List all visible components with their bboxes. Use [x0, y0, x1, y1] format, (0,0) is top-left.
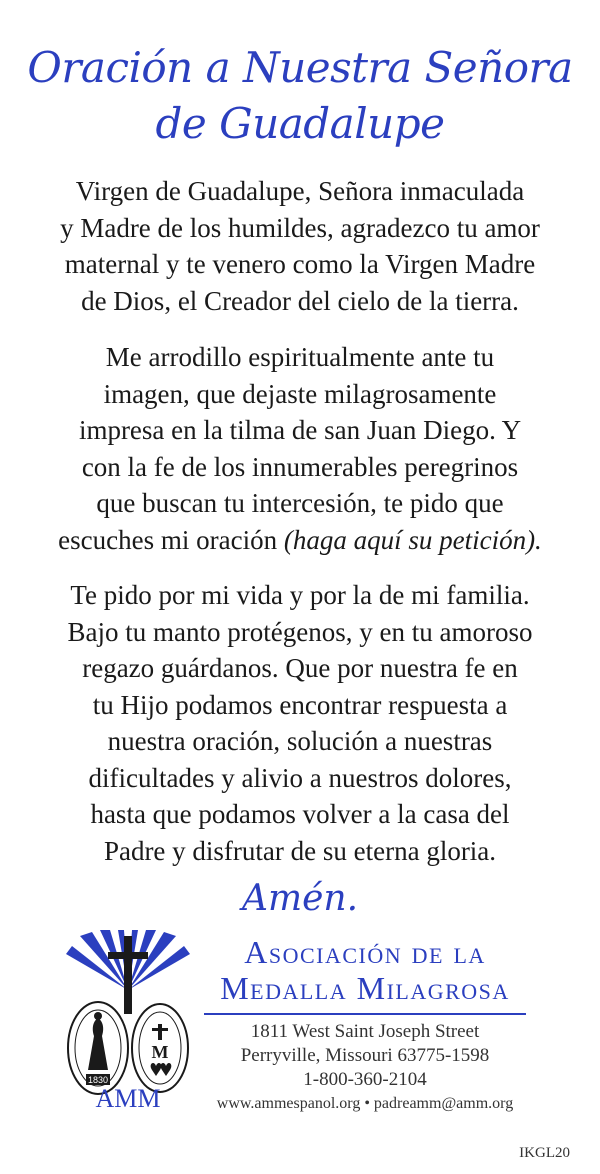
prayer-line: Padre y disfrutar de su eterna gloria.	[103, 835, 497, 866]
medal-monogram: M	[151, 1042, 169, 1062]
miraculous-medal-front-icon	[68, 1002, 128, 1094]
prayer-line: de Dios, el Creador del cielo de la tierra.	[81, 285, 519, 316]
prayer-line: impresa en la tilma de san Juan Diego. Y	[78, 415, 522, 445]
prayer-line: dificultades y alivio a nuestros dolores,	[88, 762, 512, 793]
prayer-line: Me arrodillo espiritualmente ante tu	[105, 342, 495, 372]
prayer-line: imagen, que dejaste milagrosamente	[103, 378, 497, 409]
medal-year: 1830	[87, 1075, 109, 1085]
prayer-line: hasta que podamos volver a la casa del	[90, 799, 510, 829]
prayer-paragraph-1	[40, 173, 560, 319]
amm-logo	[62, 930, 194, 1110]
prayer-line: que buscan tu intercesión, te pido que	[96, 488, 504, 518]
organization-name-line-2: Medalla Milagrosa	[220, 970, 510, 1006]
prayer-paragraph-2	[40, 339, 560, 558]
prayer-line: regazo guárdanos. Que por nuestra fe en	[82, 653, 518, 683]
address-city: Perryville, Missouri 63775-1598	[240, 1045, 490, 1066]
prayer-line: Te pido por mi vida y por la de mi familia.	[70, 580, 530, 610]
organization-name-line-1: Asociación de la	[244, 934, 486, 970]
item-code: IKGL20	[519, 1145, 570, 1161]
divider	[204, 1013, 526, 1015]
prayer-line: tu Hijo podamos encontrar respuesta a	[92, 689, 508, 720]
prayer-line: y Madre de los humildes, agradezco tu amor	[60, 212, 540, 243]
petition-placeholder: (haga aquí su petición).	[283, 524, 542, 555]
prayer-line: Virgen de Guadalupe, Señora inmaculada	[75, 176, 525, 206]
prayer-line-text: escuches mi oración	[58, 524, 278, 555]
prayer-line-with-petition	[40, 522, 560, 559]
address-street: 1811 West Saint Joseph Street	[250, 1021, 480, 1042]
organization-address	[198, 1020, 532, 1116]
amen-closing: Amén.	[241, 878, 359, 919]
prayer-line: con la fe de los innumerables peregrinos	[81, 451, 519, 482]
prayer-line: maternal y te venero como la Virgen Madre	[64, 249, 536, 279]
prayer-title-line-1: Oración a Nuestra Señora	[27, 43, 573, 92]
prayer-paragraph-3	[40, 577, 560, 869]
prayer-title	[0, 40, 600, 152]
organization-name	[198, 934, 532, 1006]
contact-line: www.ammespanol.org • padreamm@amm.org	[216, 1095, 514, 1112]
logo-text: AMM	[95, 1084, 161, 1110]
phone-number: 1-800-360-2104	[303, 1069, 427, 1090]
prayer-line: nuestra oración, solución a nuestras	[107, 726, 493, 756]
prayer-title-line-2: de Guadalupe	[155, 99, 445, 148]
prayer-line: Bajo tu manto protégenos, y en tu amoroso	[67, 616, 533, 647]
miraculous-medal-back-icon	[132, 1004, 188, 1092]
